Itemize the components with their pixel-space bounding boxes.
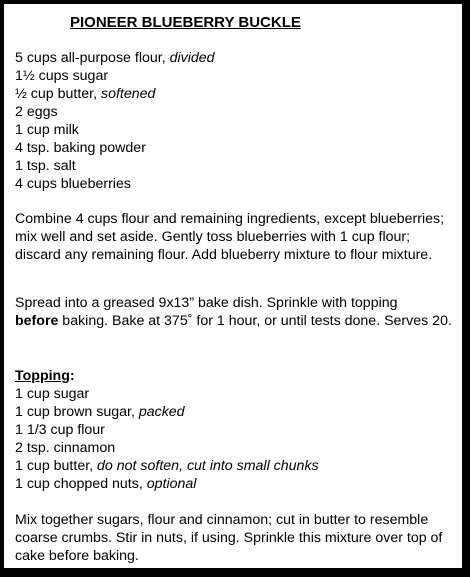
recipe-title: PIONEER BLUEBERRY BUCKLE [70, 14, 301, 31]
ingredient-line: 5 cups all-purpose flour, divided [15, 50, 215, 66]
instructions-step-1: Combine 4 cups flour and remaining ingredients, except blueberries; mix well and set aside. Gently toss blueberries with 1 cup flour; discard any remaining flour. Add blueberry mixture to flour mixture. [15, 211, 445, 263]
instructions-step-2: Spread into a greased 9x13” bake dish. Sprinkle with topping before baking. Bake at 375˚ for 1 hour, or until tests done. Serves 20. [15, 295, 452, 329]
topping-heading: Topping: [15, 368, 75, 384]
topping-item: 2 tsp. cinnamon [15, 440, 116, 456]
topping-instructions: Mix together sugars, flour and cinnamon; cut in butter to resemble coarse crumbs. Stir in nuts, if using. Sprinkle this mixture over top of cake before baking. [15, 512, 443, 564]
topping-item: 1 cup chopped nuts, optional [15, 476, 197, 492]
ingredient-line: 1 cup milk [15, 122, 79, 138]
ingredient-line: 2 eggs [15, 104, 58, 120]
ingredient-line: 4 cups blueberries [15, 176, 131, 192]
ingredient-line: ½ cup butter, softened [15, 86, 156, 102]
ingredient-line: 4 tsp. baking powder [15, 140, 146, 156]
recipe-card [4, 4, 462, 568]
topping-item: 1 cup brown sugar, packed [15, 404, 185, 420]
ingredient-line: 1½ cups sugar [15, 68, 109, 84]
ingredient-line: 1 tsp. salt [15, 158, 76, 174]
topping-item: 1 1/3 cup flour [15, 422, 105, 438]
topping-item: 1 cup sugar [15, 386, 90, 402]
topping-item: 1 cup butter, do not soften, cut into small chunks [15, 458, 319, 474]
